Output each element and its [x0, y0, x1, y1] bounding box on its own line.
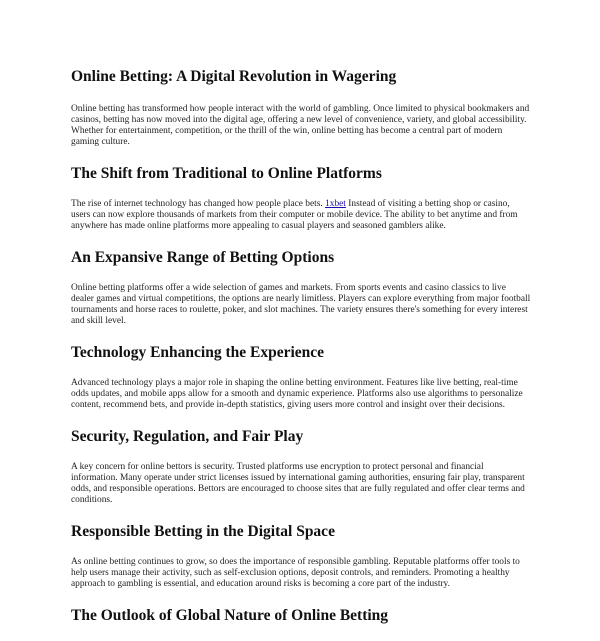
- section-heading: The Shift from Traditional to Online Platforms: [71, 165, 382, 182]
- section-paragraph: Online betting platforms offer a wide selection of games and markets. From sports events and casino classics to live dealer games and virtual competitions, the options are nearly limitless. Players can explore everything from major football tournaments and horse races to roulette, poker, and slot machines. The variety ensures there's something for every interest and skill level.: [71, 283, 531, 326]
- article-title: Online Betting: A Digital Revolution in Wagering: [71, 68, 397, 85]
- section-heading: Technology Enhancing the Experience: [71, 344, 325, 361]
- intro-paragraph: Online betting has transformed how people interact with the world of gambling. Once limited to physical bookmakers and casinos, betting has now moved into the digital age, offering a new level of convenience, variety, and global accessibility. Whether for entertainment, competition, or the thrill of the win, online betting has become a central part of modern gaming culture.: [71, 104, 530, 147]
- section-paragraph: Advanced technology plays a major role in shaping the online betting environment. Features like live betting, real-time odds updates, and mobile apps allow for a smooth and dynamic experience. Platforms also use algorithms to personalize content, recommend bets, and provide in-depth statistics, giving users more control and insight over their decisions.: [71, 378, 523, 410]
- section-betting-options: [71, 248, 531, 327]
- 1xbet-link[interactable]: 1xbet: [325, 199, 346, 209]
- section-heading: Responsible Betting in the Digital Space: [71, 523, 335, 540]
- section-heading: Security, Regulation, and Fair Play: [71, 428, 304, 445]
- section-outlook: [71, 606, 531, 626]
- section-paragraph: [71, 199, 531, 232]
- section-technology: [71, 343, 531, 411]
- section-paragraph: A key concern for online bettors is security. Trusted platforms use encryption to protect personal and financial information. Many operate under strict licenses issued by international gaming authorities, ensuring fair play, transparent odds, and responsible operations. Bettors are encouraged to choose sites that are fully regulated and offer clear terms and conditions.: [71, 462, 525, 505]
- section-paragraph: As online betting continues to grow, so does the importance of responsible gambling. Reputable platforms offer tools to help users manage their activity, such as self-exclusion options, deposit controls, and reminders. Promoting a healthy approach to gambling is essential, and education around risks is becoming a core part of the industry.: [71, 557, 520, 589]
- section-heading: The Outlook of Global Nature of Online Betting: [71, 607, 389, 624]
- section-security: [71, 427, 531, 506]
- section-heading: An Expansive Range of Betting Options: [71, 249, 335, 266]
- section-responsible-betting: [71, 522, 531, 590]
- paragraph-text-after-link: Instead of visiting a betting shop or casino, users can now explore thousands of markets from their computer or mobile device. The ability to bet anytime and from anywhere has made online platforms more appealing to casual players and seasoned gamblers alike.: [71, 199, 518, 231]
- paragraph-text-before-link: The rise of internet technology has changed how people place bets.: [71, 199, 323, 209]
- article: [71, 67, 531, 641]
- section-shift-to-online: [71, 164, 531, 232]
